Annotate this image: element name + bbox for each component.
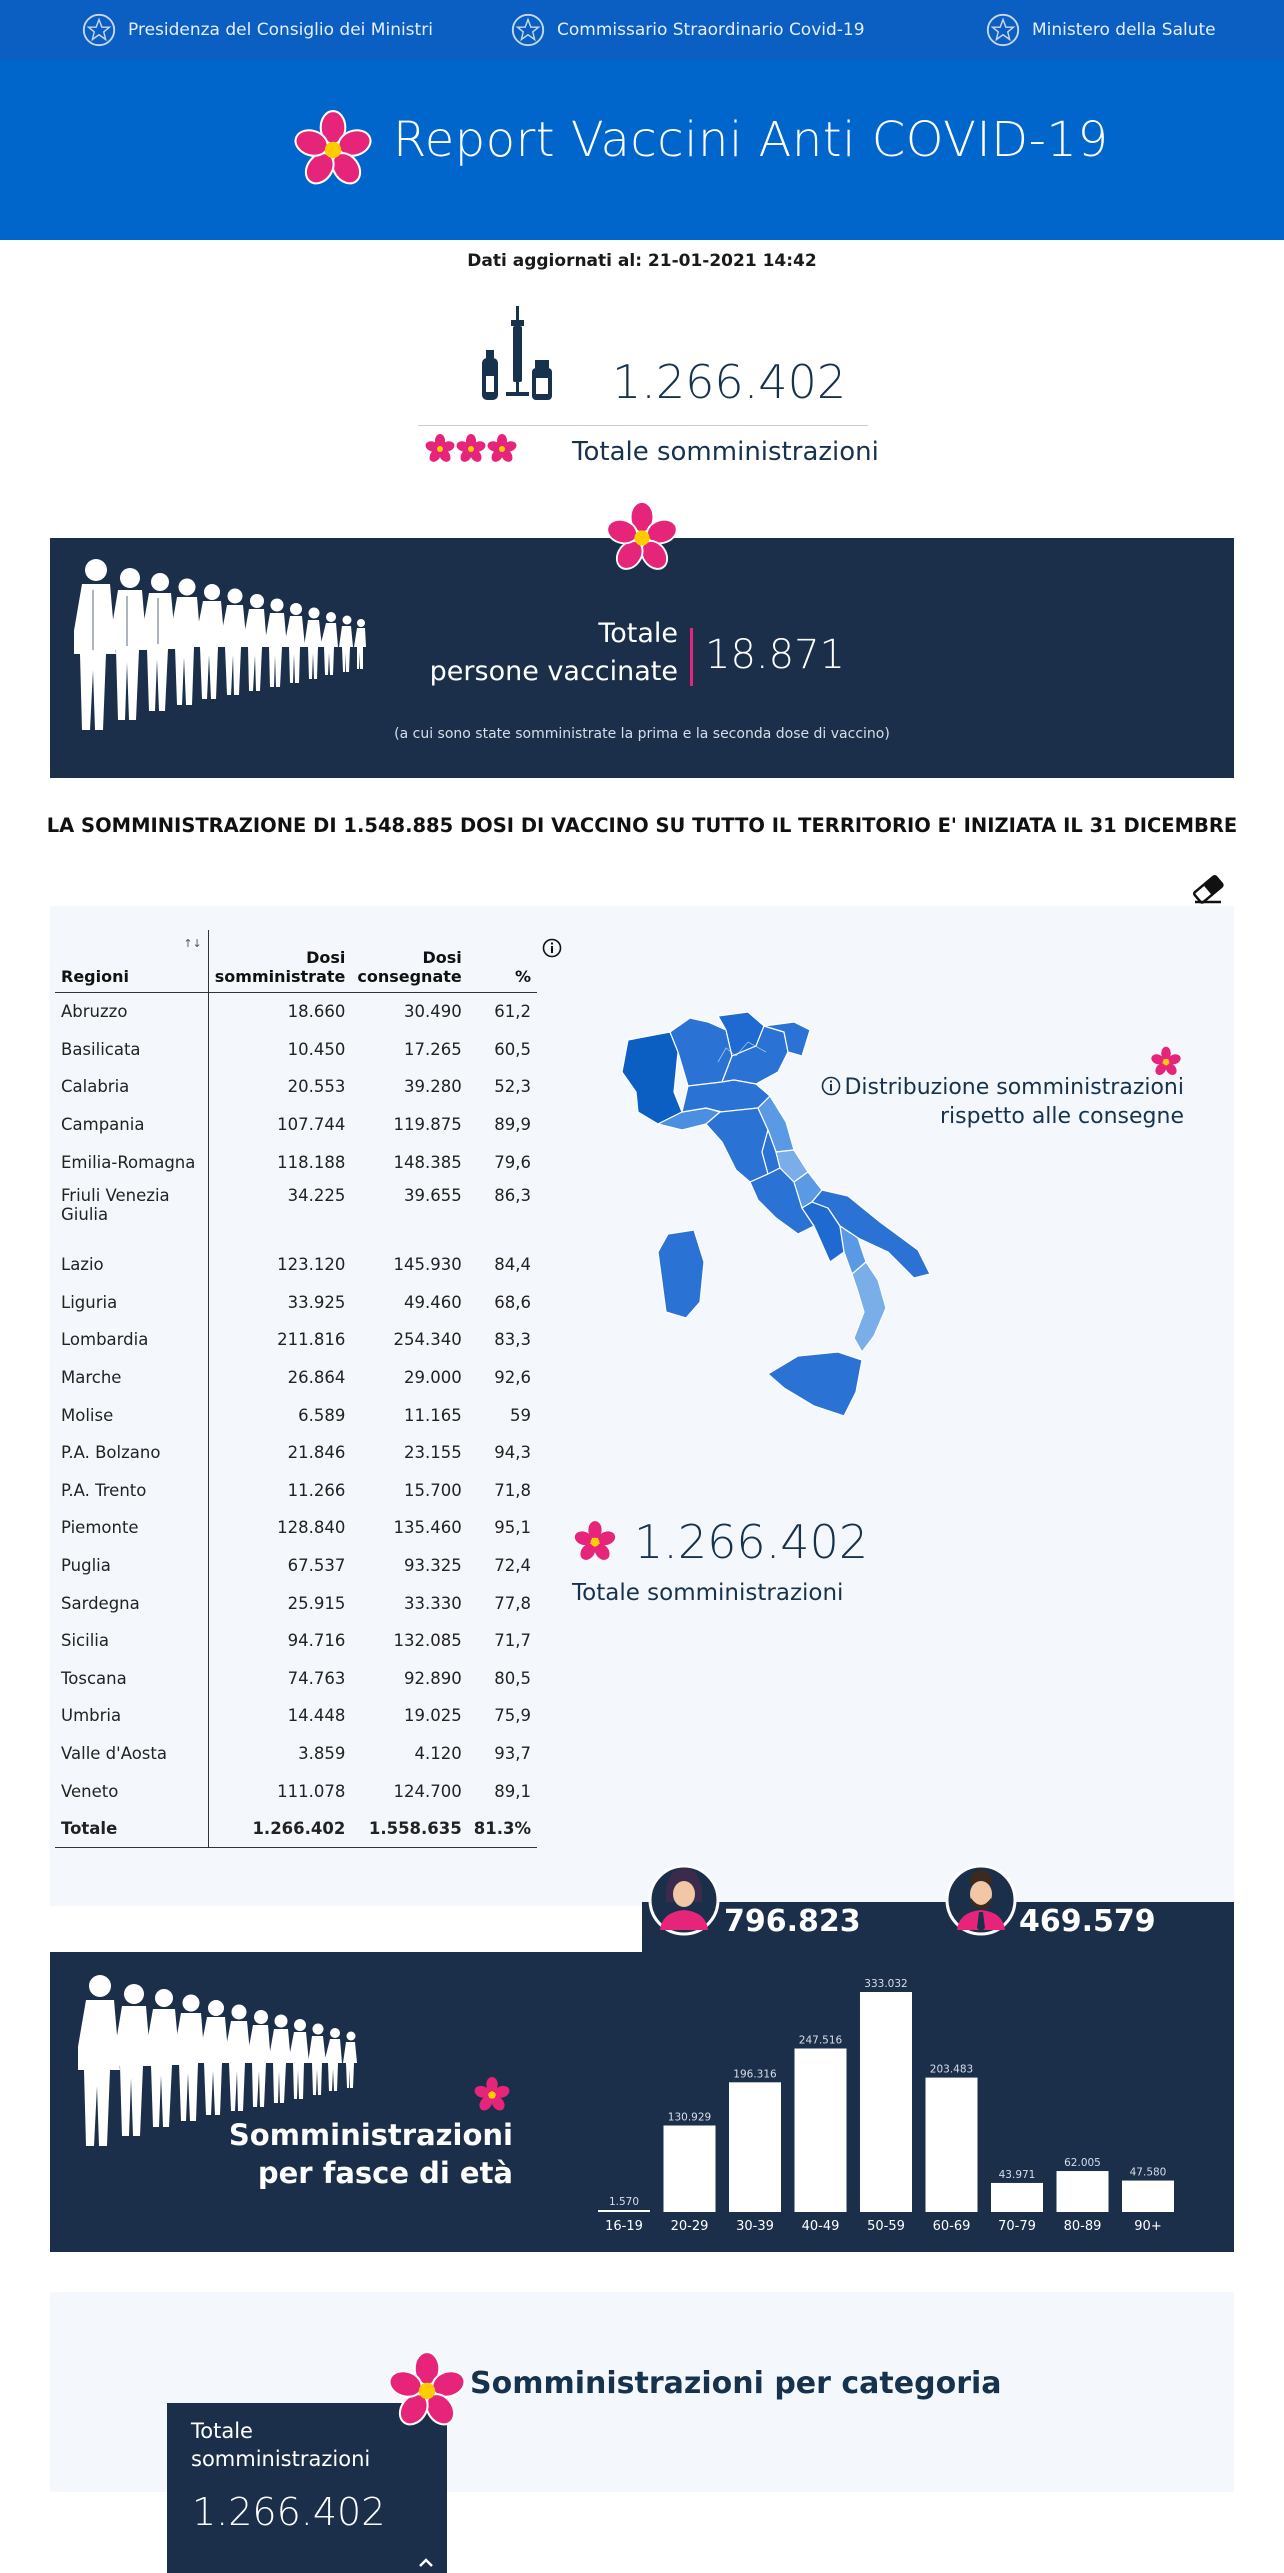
- administered-cell: 107.744: [277, 1115, 346, 1135]
- table-row[interactable]: [55, 1106, 537, 1144]
- table-row[interactable]: [55, 1068, 537, 1106]
- region-cell: Campania: [55, 1106, 208, 1144]
- map-legend-line: Distribuzione somministrazioni: [844, 1075, 1184, 1100]
- delivered-cell: 15.700: [404, 1480, 462, 1500]
- region-cell: Veneto: [55, 1772, 208, 1810]
- column-header-label: Regioni: [61, 967, 129, 986]
- percent-cell: 72,4: [494, 1556, 531, 1576]
- map-region-emilia: [682, 1080, 770, 1112]
- institution-presidenza[interactable]: [80, 0, 433, 60]
- map-region-lombardia: [670, 1018, 732, 1086]
- age-bar[interactable]: [729, 2082, 781, 2212]
- total-administered-cell: 1.266.402: [208, 1810, 351, 1848]
- delivered-cell: 29.000: [404, 1368, 462, 1388]
- percent-cell: 75,9: [494, 1706, 531, 1726]
- total-delivered-cell: 1.558.635: [351, 1810, 467, 1848]
- region-cell: P.A. Trento: [55, 1472, 208, 1510]
- percent-cell: 77,8: [494, 1593, 531, 1613]
- age-bar-value-label: 43.971: [998, 2168, 1036, 2181]
- map-region-toscana: [706, 1108, 768, 1182]
- administered-cell: 33.925: [287, 1292, 346, 1312]
- administered-cell: 3.859: [298, 1743, 346, 1763]
- vaccinated-label: Totale: [598, 618, 678, 649]
- table-row[interactable]: [55, 1181, 537, 1246]
- administered-cell: 211.816: [277, 1330, 346, 1350]
- men-administrations-value: 469.579: [1019, 1904, 1156, 1939]
- women-administrations-value: 796.823: [724, 1904, 861, 1939]
- delivered-cell: 19.025: [404, 1706, 462, 1726]
- percent-cell: 84,4: [494, 1255, 531, 1275]
- region-cell: Liguria: [55, 1284, 208, 1322]
- divider: [418, 425, 868, 426]
- percent-cell: 89,9: [494, 1115, 531, 1135]
- map-total-value: 1.266.402: [634, 1515, 869, 1569]
- column-header-region[interactable]: [55, 930, 208, 993]
- region-cell: Emilia-Romagna: [55, 1143, 208, 1181]
- administered-cell: 6.589: [298, 1405, 346, 1425]
- region-cell: Valle d'Aosta: [55, 1735, 208, 1773]
- table-row[interactable]: [55, 1396, 537, 1434]
- region-cell: Umbria: [55, 1697, 208, 1735]
- percent-cell: 80,5: [494, 1668, 531, 1688]
- eraser-reset-icon[interactable]: [1191, 873, 1225, 905]
- page-title: Report Vaccini Anti COVID-19: [393, 112, 1109, 168]
- three-flowers-decoration: [425, 434, 517, 468]
- region-cell: Molise: [55, 1396, 208, 1434]
- region-cell: Lombardia: [55, 1321, 208, 1359]
- delivered-cell: 30.490: [404, 1002, 462, 1022]
- map-legend-line: rispetto alle consegne: [940, 1104, 1184, 1129]
- table-row[interactable]: [55, 1143, 537, 1181]
- emblem-icon: [80, 11, 118, 49]
- start-headline: LA SOMMINISTRAZIONE DI 1.548.885 DOSI DI VACCINO SU TUTTO IL TERRITORIO E' INIZIATA IL 31 DICEMBRE: [46, 814, 1238, 837]
- sort-arrows-icon[interactable]: ↑↓: [183, 937, 202, 950]
- info-icon[interactable]: [542, 938, 562, 958]
- percent-cell: 79,6: [494, 1152, 531, 1172]
- administered-cell: 128.840: [277, 1518, 346, 1538]
- vaccinated-note: (a cui sono state somministrate la prima e la seconda dose di vaccino): [394, 726, 890, 742]
- age-bar-value-label: 196.316: [733, 2068, 777, 2081]
- administered-cell: 20.553: [287, 1077, 346, 1097]
- institution-ministero[interactable]: [984, 0, 1216, 60]
- age-bar-value-label: 333.032: [864, 1978, 908, 1990]
- institution-commissario[interactable]: [509, 0, 865, 60]
- percent-cell: 89,1: [494, 1781, 531, 1801]
- age-bars: [598, 1978, 1174, 2234]
- table-row[interactable]: [55, 1772, 537, 1810]
- administered-cell: 118.188: [277, 1152, 346, 1172]
- table-row[interactable]: [55, 1697, 537, 1735]
- last-updated: Dati aggiornati al: 21-01-2021 14:42: [467, 251, 817, 271]
- institution-label: Ministero della Salute: [1032, 20, 1216, 40]
- percent-cell: 52,3: [494, 1077, 531, 1097]
- category-card-label: Totale: [191, 2419, 253, 2443]
- administered-cell: 67.537: [287, 1556, 346, 1576]
- primula-flower-icon: [1150, 1046, 1182, 1078]
- age-bar[interactable]: [664, 2126, 716, 2212]
- delivered-cell: 17.265: [404, 1039, 462, 1059]
- delivered-cell: 4.120: [414, 1743, 462, 1763]
- percent-cell: 94,3: [494, 1443, 531, 1463]
- institution-label: Commissario Straordinario Covid-19: [557, 20, 865, 40]
- table-row[interactable]: [55, 1584, 537, 1622]
- primula-flower-icon: [292, 109, 374, 191]
- region-cell: Sardegna: [55, 1584, 208, 1622]
- region-cell: Toscana: [55, 1660, 208, 1698]
- region-cell: Lazio: [55, 1246, 208, 1284]
- region-cell: Sicilia: [55, 1622, 208, 1660]
- delivered-cell: 135.460: [393, 1518, 462, 1538]
- emblem-icon: [509, 11, 547, 49]
- delivered-cell: 145.930: [393, 1255, 462, 1275]
- age-bar[interactable]: [795, 2048, 847, 2212]
- table-row[interactable]: [55, 1509, 537, 1547]
- column-header-label: Dosi: [306, 948, 346, 967]
- age-category-label: 70-79: [998, 2219, 1036, 2234]
- map-total-label: Totale somministrazioni: [572, 1580, 844, 1606]
- delivered-cell: 254.340: [393, 1330, 462, 1350]
- total-percent-cell: 81.3%: [468, 1810, 537, 1848]
- delivered-cell: 148.385: [393, 1152, 462, 1172]
- map-legend-title: [821, 1075, 1184, 1100]
- age-category-label: 60-69: [932, 2219, 971, 2234]
- delivered-cell: 23.155: [404, 1443, 462, 1463]
- table-row[interactable]: [55, 993, 537, 1031]
- table-total-row: [55, 1810, 537, 1848]
- age-bar[interactable]: [1122, 2181, 1174, 2212]
- age-bar[interactable]: [860, 1992, 912, 2212]
- vaccinated-label: persone vaccinate: [429, 656, 678, 687]
- age-bar-chart: [590, 1962, 1190, 2242]
- category-section-title: Somministrazioni per categoria: [470, 2366, 1002, 2401]
- man-avatar-icon: [945, 1848, 1017, 1936]
- percent-cell: 92,6: [494, 1368, 531, 1388]
- percent-cell: 86,3: [494, 1185, 531, 1205]
- age-chart-title: per fasce di età: [257, 2156, 513, 2190]
- percent-cell: 93,7: [494, 1743, 531, 1763]
- administered-cell: 34.225: [287, 1185, 346, 1205]
- map-region-piemonte: [622, 1032, 682, 1124]
- column-header-percent[interactable]: [468, 930, 537, 993]
- delivered-cell: 93.325: [404, 1556, 462, 1576]
- administered-cell: 14.448: [287, 1706, 346, 1726]
- table-row[interactable]: [55, 1246, 537, 1284]
- percent-cell: 68,6: [494, 1292, 531, 1312]
- region-cell: P.A. Bolzano: [55, 1434, 208, 1472]
- syringe-vials-icon: [478, 306, 558, 408]
- age-category-label: 50-59: [867, 2219, 905, 2234]
- delivered-cell: 132.085: [393, 1631, 462, 1651]
- administered-cell: 10.450: [287, 1039, 346, 1059]
- table-row[interactable]: [55, 1660, 537, 1698]
- woman-avatar-icon: [648, 1848, 720, 1936]
- percent-cell: 59: [510, 1405, 531, 1425]
- column-header-label: Dosi: [422, 948, 462, 967]
- age-bar-value-label: 247.516: [798, 2034, 843, 2047]
- total-administrations-label: Totale somministrazioni: [572, 437, 879, 467]
- age-category-label: 40-49: [801, 2219, 840, 2234]
- age-category-label: 90+: [1134, 2219, 1162, 2234]
- column-header-delivered[interactable]: [351, 930, 467, 993]
- region-cell: Basilicata: [55, 1031, 208, 1069]
- administered-cell: 21.846: [287, 1443, 346, 1463]
- age-category-label: 80-89: [1063, 2219, 1102, 2234]
- chevron-up-icon[interactable]: [416, 2556, 436, 2568]
- age-bar-value-label: 62.005: [1064, 2157, 1101, 2170]
- age-bar-value-label: 130.929: [667, 2111, 712, 2124]
- administered-cell: 25.915: [287, 1593, 346, 1613]
- age-category-label: 16-19: [605, 2219, 643, 2234]
- category-card-value: 1.266.402: [192, 2490, 386, 2534]
- age-bar-value-label: 203.483: [929, 2063, 974, 2076]
- primula-flowers-icon: [425, 434, 517, 464]
- crowd-queue-illustration: [74, 556, 366, 732]
- delivered-cell: 92.890: [404, 1668, 462, 1688]
- table-row[interactable]: [55, 1284, 537, 1322]
- percent-cell: 71,7: [494, 1631, 531, 1651]
- administered-cell: 11.266: [287, 1480, 346, 1500]
- delivered-cell: 33.330: [404, 1593, 462, 1613]
- region-cell: Abruzzo: [55, 993, 208, 1031]
- administered-cell: 26.864: [287, 1368, 346, 1388]
- table-row[interactable]: [55, 1359, 537, 1397]
- age-bar-value-label: 47.580: [1129, 2166, 1167, 2179]
- percent-cell: 61,2: [494, 1002, 531, 1022]
- administered-cell: 111.078: [277, 1781, 346, 1801]
- total-label-cell: Totale: [55, 1810, 208, 1848]
- administered-cell: 123.120: [277, 1255, 346, 1275]
- table-row[interactable]: [55, 1622, 537, 1660]
- info-icon[interactable]: [821, 1076, 841, 1096]
- table-header-row: [55, 930, 537, 993]
- administered-cell: 94.716: [287, 1631, 346, 1651]
- vaccinated-value: 18.871: [705, 632, 845, 678]
- primula-flower-icon: [473, 2076, 511, 2114]
- delivered-cell: 11.165: [404, 1405, 462, 1425]
- map-region-sardegna: [658, 1230, 704, 1318]
- emblem-icon: [984, 11, 1022, 49]
- total-administrations-value: 1.266.402: [612, 355, 847, 409]
- region-cell: Calabria: [55, 1068, 208, 1106]
- map-region-sicilia: [768, 1352, 862, 1416]
- primula-flower-icon: [573, 1520, 617, 1564]
- separator: [690, 628, 693, 686]
- regions-table-body: [55, 993, 537, 1848]
- table-row[interactable]: [55, 1472, 537, 1510]
- primula-flower-icon: [386, 2350, 468, 2432]
- delivered-cell: 39.280: [404, 1077, 462, 1097]
- administered-cell: 74.763: [287, 1668, 346, 1688]
- administered-cell: 18.660: [287, 1002, 346, 1022]
- table-row[interactable]: [55, 1547, 537, 1585]
- table-row[interactable]: [55, 1031, 537, 1069]
- percent-cell: 83,3: [494, 1330, 531, 1350]
- age-bar[interactable]: [1057, 2171, 1109, 2212]
- region-cell: Puglia: [55, 1547, 208, 1585]
- age-category-label: 20-29: [670, 2219, 709, 2234]
- institution-label: Presidenza del Consiglio dei Ministri: [128, 20, 433, 40]
- column-header-label: consegnate: [357, 967, 462, 986]
- primula-flower-icon: [604, 500, 680, 576]
- age-bar-value-label: 1.570: [608, 2196, 640, 2208]
- category-card-label: somministrazioni: [191, 2447, 371, 2471]
- table-row[interactable]: [55, 1735, 537, 1773]
- age-bar[interactable]: [926, 2078, 978, 2212]
- delivered-cell: 49.460: [404, 1292, 462, 1312]
- age-bar[interactable]: [991, 2183, 1043, 2212]
- map-region-calabria: [852, 1262, 886, 1352]
- delivered-cell: 39.655: [404, 1185, 462, 1205]
- region-cell: Piemonte: [55, 1509, 208, 1547]
- table-row[interactable]: [55, 1434, 537, 1472]
- age-category-label: 30-39: [736, 2219, 774, 2234]
- region-cell: Friuli Venezia Giulia: [55, 1181, 208, 1246]
- table-row[interactable]: [55, 1321, 537, 1359]
- age-bar[interactable]: [598, 2210, 650, 2212]
- percent-cell: 71,8: [494, 1480, 531, 1500]
- column-header-label: somministrate: [214, 967, 346, 986]
- age-chart-title: Somministrazioni: [228, 2118, 513, 2152]
- percent-cell: 95,1: [494, 1518, 531, 1538]
- delivered-cell: 119.875: [393, 1115, 462, 1135]
- percent-cell: 60,5: [494, 1039, 531, 1059]
- column-header-administered[interactable]: [208, 930, 351, 993]
- regions-table: [55, 930, 537, 1848]
- region-cell: Marche: [55, 1359, 208, 1397]
- delivered-cell: 124.700: [393, 1781, 462, 1801]
- column-header-label: %: [514, 967, 531, 986]
